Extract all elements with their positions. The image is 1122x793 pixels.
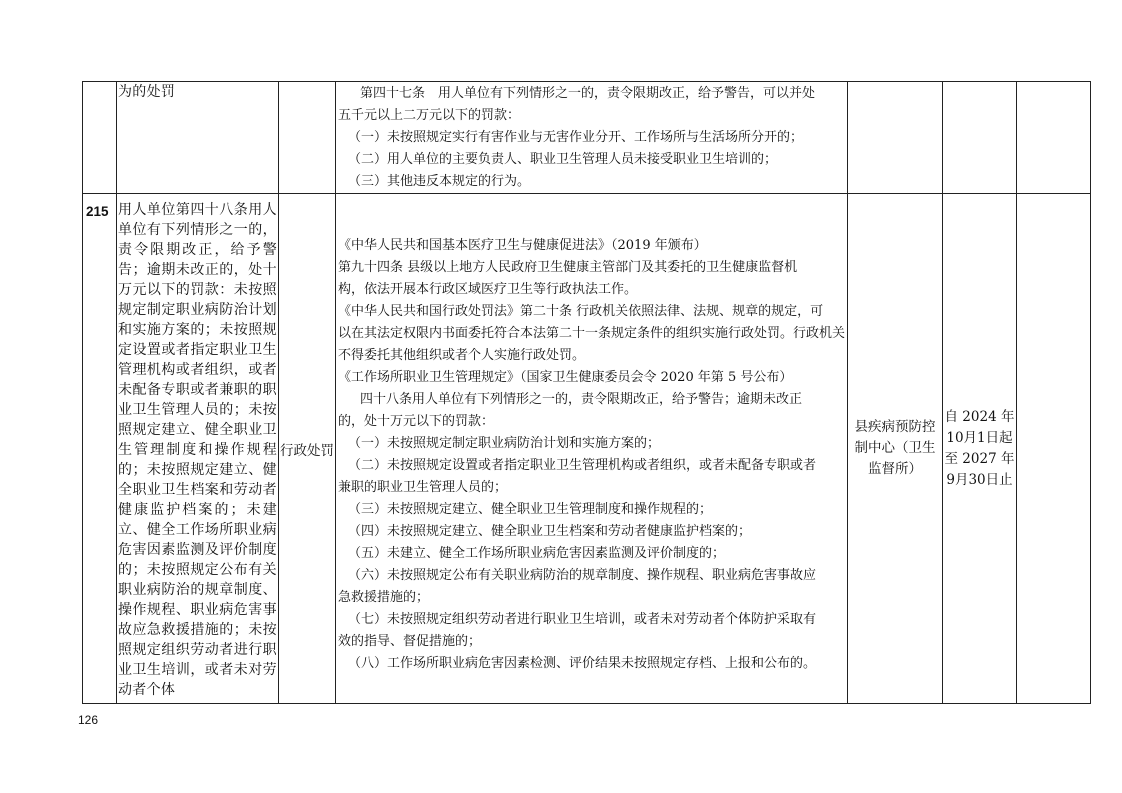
- basis-line: 第九十四条 县级以上地方人民政府卫生健康主管部门及其委托的卫生健康监督机: [338, 260, 798, 275]
- basis-line: （二）未按照规定设置或者指定职业卫生管理机构或者组织，或者未配备专职或者: [348, 458, 817, 473]
- type-text: 行政处罚: [280, 442, 334, 459]
- basis-cell: [336, 82, 848, 194]
- table-row: [83, 82, 1091, 194]
- basis-line: 的，处十万元以下的罚款：: [338, 414, 495, 429]
- type-cell: [279, 194, 336, 704]
- row-number-cell: [83, 194, 117, 704]
- basis-line: 构，依法开展本行政区域医疗卫生等行政执法工作。: [338, 282, 638, 297]
- item-cell: [117, 194, 279, 704]
- row-number: 215: [86, 204, 109, 219]
- item-text: 用人单位第四十八条用人单位有下列情形之一的，责令限期改正，给予警告；逾期未改正的，处十万元以下的罚款：未按照规定制定职业病防治计划和实施方案的；未按照规定设置或者指定职业卫生管理机构或者组织，或者未配备专职或者兼职的职业卫生管理人员的；未按照规定建立、健全职业卫生管理制度和操作规程的；未按照规定建立、健全职业卫生档案和劳动者健康监护档案的；未建立、健全工作场所职业病危害因素监测及评价制度的；未按照规定公布有关职业病防治的规章制度、操作规程、职业病危害事故应急救援措施的；未按照规定组织劳动者进行职业卫生培训，或者未对劳动者个体: [118, 202, 277, 698]
- row-number-cell: [83, 82, 117, 194]
- basis-text: [336, 194, 847, 675]
- basis-line: 以在其法定权限内书面委托符合本法第二十一条规定条件的组织实施行政处罚。行政机关: [338, 326, 846, 341]
- basis-line: （三）未按照规定建立、健全职业卫生管理制度和操作规程的；: [348, 502, 713, 517]
- period-cell: [943, 194, 1017, 704]
- basis-line: （一）未按照规定制定职业病防治计划和实施方案的；: [348, 436, 661, 451]
- basis-line: （六）未按照规定公布有关职业病防治的规章制度、操作规程、职业病危害事故应: [348, 568, 817, 583]
- period-text: 自 2024 年10月1日起至 2027 年9月30日止: [944, 408, 1015, 488]
- row-number: [83, 82, 116, 92]
- basis-line: 《中华人民共和国基本医疗卫生与健康促进法》（2019 年颁布）: [338, 238, 707, 253]
- basis-line: 第四十七条 用人单位有下列情形之一的，责令限期改正，给予警告，可以并处: [360, 86, 816, 101]
- table-row: [83, 194, 1091, 704]
- basis-line: 急救援措施的；: [338, 590, 430, 605]
- basis-line: （七）未按照规定组织劳动者进行职业卫生培训，或者未对劳动者个体防护采取有: [348, 612, 817, 627]
- basis-line: 四十八条用人单位有下列情形之一的，责令限期改正，给予警告；逾期未改正: [360, 392, 803, 407]
- basis-line: 《中华人民共和国行政处罚法》第二十条 行政机关依照法律、法规、规章的规定，可: [338, 304, 824, 319]
- remarks-cell: [1017, 194, 1091, 704]
- page-number: 126: [78, 713, 99, 727]
- basis-line: （八）工作场所职业病危害因素检测、评价结果未按照规定存档、上报和公布的。: [348, 656, 817, 671]
- authority-table: [82, 81, 1091, 704]
- department-text: 县疾病预防控制中心（卫生监督所）: [854, 419, 936, 477]
- basis-line: （二）用人单位的主要负责人、职业卫生管理人员未接受职业卫生培训的；: [348, 152, 778, 167]
- basis-line: 《工作场所职业卫生管理规定》（国家卫生健康委员会令 2020 年第 5 号公布）: [338, 370, 793, 385]
- basis-line: 不得委托其他组织或者个人实施行政处罚。: [338, 348, 586, 363]
- basis-line: （五）未建立、健全工作场所职业病危害因素监测及评价制度的；: [348, 546, 726, 561]
- basis-line: 效的指导、督促措施的；: [338, 634, 482, 649]
- basis-cell: [336, 194, 848, 704]
- period-cell: [943, 82, 1017, 194]
- department-cell: [848, 194, 943, 704]
- remarks-cell: [1017, 82, 1091, 194]
- type-cell: [279, 82, 336, 194]
- basis-line: （三）其他违反本规定的行为。: [348, 174, 531, 189]
- basis-line: （四）未按照规定建立、健全职业卫生档案和劳动者健康监护档案的；: [348, 524, 752, 539]
- basis-line: 五千元以上二万元以下的罚款：: [338, 108, 521, 123]
- department-cell: [848, 82, 943, 194]
- item-cell: [117, 82, 279, 194]
- basis-line: （一）未按照规定实行有害作业与无害作业分开、工作场所与生活场所分开的；: [348, 130, 804, 145]
- item-text: 为的处罚: [118, 84, 176, 100]
- basis-line: 兼职的职业卫生管理人员的；: [338, 480, 508, 495]
- basis-text: [336, 82, 847, 193]
